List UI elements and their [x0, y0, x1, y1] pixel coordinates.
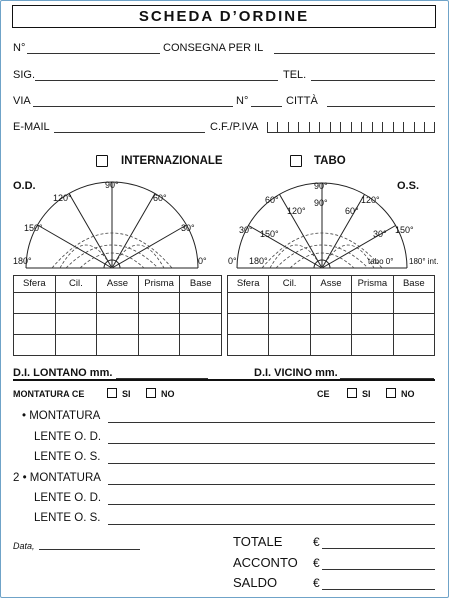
od-angle-60: 60° [153, 193, 167, 203]
table-cell[interactable] [180, 334, 222, 355]
near-pd-label: D.I. VICINO mm. [254, 367, 338, 379]
table-cell[interactable] [269, 292, 310, 313]
table-cell[interactable] [228, 334, 269, 355]
table-cell[interactable] [180, 292, 222, 313]
os-angle-150-outer: 150° [395, 225, 414, 235]
form-title: SCHEDA D’ORDINE [138, 8, 310, 25]
os-angle-120-inner: 120° [287, 206, 306, 216]
ce2-yes-checkbox[interactable] [347, 388, 357, 398]
lens-os-2-label: LENTE O. S. [34, 512, 101, 524]
ce2-label: CE [317, 389, 330, 399]
table-cell[interactable] [55, 334, 97, 355]
table-cell[interactable] [14, 292, 56, 313]
form-title-box [12, 5, 436, 28]
ce2-no-checkbox[interactable] [386, 388, 396, 398]
phone-field[interactable] [311, 80, 435, 81]
deposit-label: ACCONTO [233, 555, 298, 570]
ce-no-checkbox[interactable] [146, 388, 156, 398]
email-field[interactable] [54, 132, 205, 133]
lens-od-2-label: LENTE O. D. [34, 492, 102, 504]
os-angle-0-outer: 0° [228, 256, 237, 266]
email-label: E-MAIL [13, 121, 50, 133]
os-angle-60-inner: 60° [345, 206, 359, 216]
table-cell[interactable] [310, 334, 351, 355]
table-cell[interactable] [228, 313, 269, 334]
date-field[interactable] [39, 549, 140, 550]
od-angle-90: 90° [105, 180, 119, 190]
col-asse: Asse [97, 276, 139, 293]
od-prescription-table [13, 275, 222, 356]
table-cell[interactable] [14, 334, 56, 355]
os-angle-120-outer: 120° [361, 195, 380, 205]
frame-2-field[interactable] [108, 484, 435, 485]
od-angle-180: 180° [13, 256, 32, 266]
os-angle-90-outer: 90° [314, 181, 328, 191]
street-field[interactable] [33, 106, 233, 107]
os-angle-30-inner: 30° [373, 229, 387, 239]
right-eye-label: O.D. [13, 180, 36, 192]
os-angle-60-outer: 60° [265, 195, 279, 205]
table-row [14, 334, 222, 355]
table-cell[interactable] [352, 292, 393, 313]
table-cell[interactable] [310, 313, 351, 334]
montatura-ce-label: MONTATURA CE [13, 389, 85, 399]
table-cell[interactable] [138, 313, 180, 334]
phone-label: TEL. [283, 69, 307, 81]
table-row [228, 292, 435, 313]
os-angle-180-int: 180° int. [409, 257, 439, 266]
date-label: Data, [13, 541, 35, 551]
ce-yes-label: SI [122, 389, 131, 399]
table-cell[interactable] [269, 334, 310, 355]
frame-1-field[interactable] [108, 422, 435, 423]
od-axis-protractor [0, 178, 225, 273]
frame-2-label: 2 • MONTATURA [13, 472, 101, 484]
os-angle-tabo-0: tabo 0° [368, 257, 394, 266]
far-pd-label: D.I. LONTANO mm. [13, 367, 113, 379]
table-cell[interactable] [352, 334, 393, 355]
total-field[interactable] [322, 548, 435, 549]
customer-name-label: SIG. [13, 69, 36, 81]
os-angle-90-inner: 90° [314, 198, 328, 208]
table-cell[interactable] [97, 334, 139, 355]
deposit-currency: € [313, 556, 320, 570]
table-cell[interactable] [310, 292, 351, 313]
table-cell[interactable] [97, 292, 139, 313]
lens-os-1-label: LENTE O. S. [34, 451, 101, 463]
table-row [228, 313, 435, 334]
street-label: VIA [13, 95, 31, 107]
table-row [228, 334, 435, 355]
total-label: TOTALE [233, 534, 283, 549]
table-cell[interactable] [138, 292, 180, 313]
balance-currency: € [313, 576, 320, 590]
table-cell[interactable] [269, 313, 310, 334]
lens-od-2-field[interactable] [108, 504, 435, 505]
table-cell[interactable] [393, 313, 434, 334]
lens-od-1-label: LENTE O. D. [34, 431, 102, 443]
section-divider [13, 379, 435, 381]
os-prescription-table [227, 275, 435, 356]
tabo-checkbox[interactable] [290, 155, 302, 167]
table-cell[interactable] [393, 292, 434, 313]
frame-1-label: • MONTATURA [22, 410, 101, 422]
table-cell[interactable] [55, 313, 97, 334]
table-header-row [14, 276, 222, 293]
delivery-date-field[interactable] [274, 53, 435, 54]
tabo-label: TABO [314, 155, 346, 167]
col-sfera: Sfera [14, 276, 56, 293]
table-cell[interactable] [97, 313, 139, 334]
table-cell[interactable] [14, 313, 56, 334]
os-angle-30-outer: 30° [239, 225, 253, 235]
table-cell[interactable] [393, 334, 434, 355]
col-base: Base [180, 276, 222, 293]
house-number-field[interactable] [251, 106, 282, 107]
col-sfera: Sfera [228, 276, 269, 293]
os-axis-protractor [225, 178, 451, 273]
table-row [14, 313, 222, 334]
col-asse: Asse [310, 276, 351, 293]
ce2-yes-label: SI [362, 389, 371, 399]
internazionale-checkbox[interactable] [96, 155, 108, 167]
balance-label: SALDO [233, 575, 278, 590]
total-currency: € [313, 535, 320, 549]
delivery-date-label: CONSEGNA PER IL [163, 42, 264, 54]
table-cell[interactable] [352, 313, 393, 334]
balance-field[interactable] [322, 589, 435, 590]
ce2-no-label: NO [401, 389, 415, 399]
col-cil: Cil. [269, 276, 310, 293]
ce-yes-checkbox[interactable] [107, 388, 117, 398]
table-cell[interactable] [180, 313, 222, 334]
od-angle-120: 120° [53, 193, 72, 203]
table-row [14, 292, 222, 313]
od-angle-30: 30° [181, 223, 195, 233]
internazionale-label: INTERNAZIONALE [121, 155, 223, 167]
lens-os-1-field[interactable] [108, 463, 435, 464]
col-cil: Cil. [55, 276, 97, 293]
table-cell[interactable] [228, 292, 269, 313]
table-cell[interactable] [55, 292, 97, 313]
house-number-label: N° [236, 95, 249, 107]
customer-name-field[interactable] [35, 80, 278, 81]
deposit-field[interactable] [322, 569, 435, 570]
tax-code-label: C.F./P.IVA [210, 121, 259, 133]
col-prisma: Prisma [138, 276, 180, 293]
city-label: CITTÀ [286, 95, 318, 107]
tax-code-field[interactable] [267, 122, 435, 133]
od-angle-150: 150° [24, 223, 43, 233]
col-base: Base [393, 276, 434, 293]
city-field[interactable] [327, 106, 435, 107]
col-prisma: Prisma [352, 276, 393, 293]
order-number-label: N° [13, 42, 26, 54]
od-angle-0: 0° [198, 256, 207, 266]
lens-os-2-field[interactable] [108, 524, 435, 525]
table-header-row [228, 276, 435, 293]
table-cell[interactable] [138, 334, 180, 355]
os-angle-150-inner: 150° [260, 229, 279, 239]
order-number-field[interactable] [27, 53, 160, 54]
ce-no-label: NO [161, 389, 175, 399]
left-eye-label: O.S. [397, 180, 420, 192]
lens-od-1-field[interactable] [108, 443, 435, 444]
os-angle-180-inner: 180° [249, 256, 268, 266]
